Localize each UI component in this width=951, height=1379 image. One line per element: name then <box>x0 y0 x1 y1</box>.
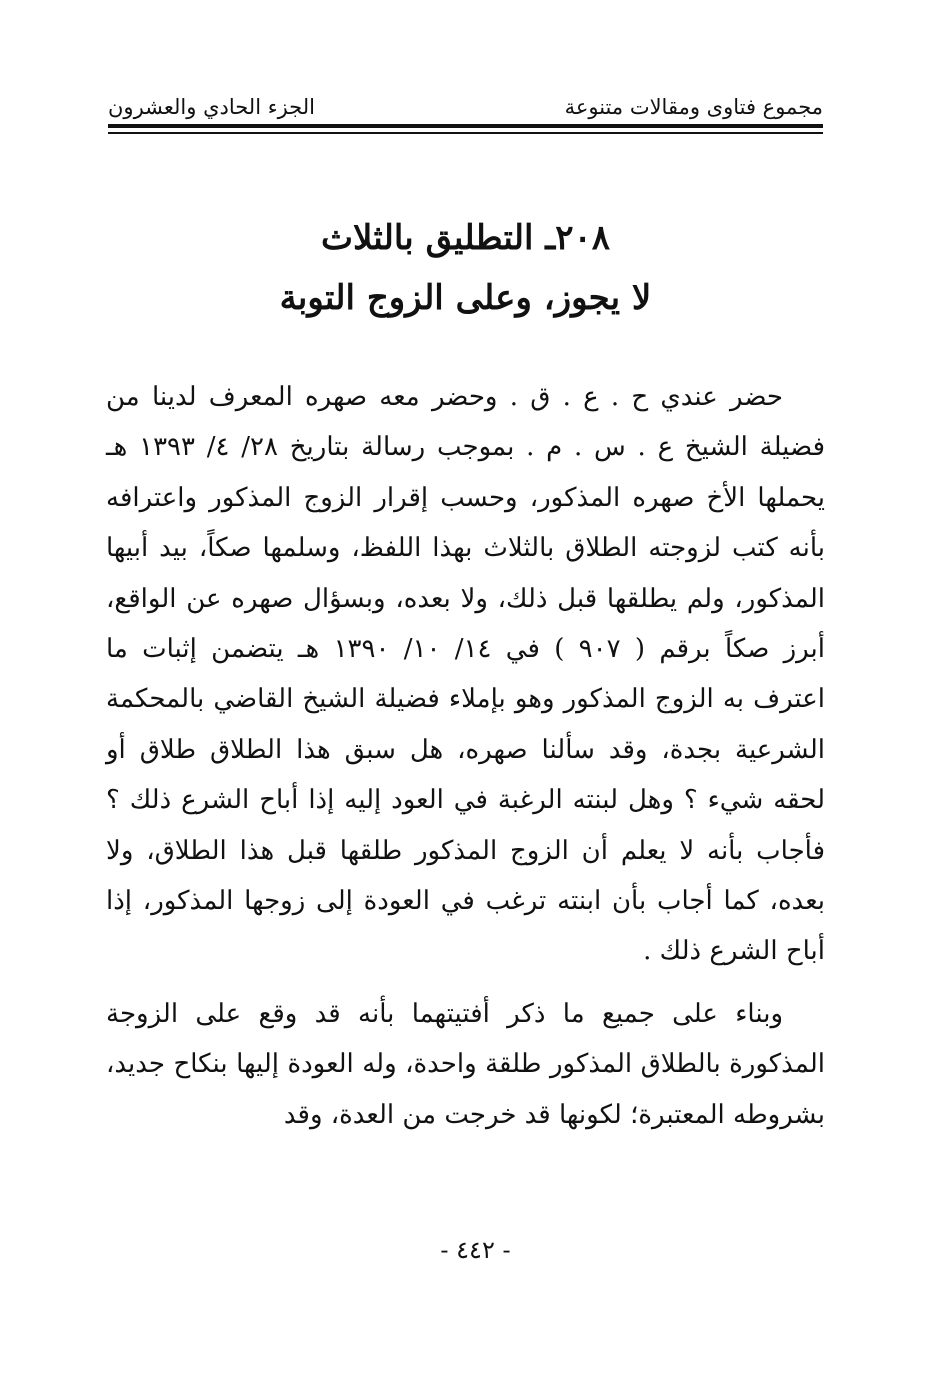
article-title-line-2: لا يجوز، وعلى الزوج التوبة <box>279 278 652 318</box>
article-title <box>108 208 823 328</box>
body-paragraph-2: وبناء على جميع ما ذكر أفتيتهما بأنه قد وقع على الزوجة المذكورة بالطلاق المذكور طلقة واحدة، وله العودة إليها بنكاح جديد، بشروطه المعتبرة؛ لكونها قد خرجت من العدة، وقد <box>106 998 825 1130</box>
article-body <box>106 372 825 1140</box>
header-rule-thin <box>108 132 823 134</box>
running-header <box>108 92 823 122</box>
header-rule-thick <box>108 124 823 128</box>
book-title: مجموع فتاوى ومقالات متنوعة <box>564 95 823 119</box>
article-title-line-1: ٢٠٨ـ التطليق بالثلاث <box>321 218 610 258</box>
page-number: - ٤٤٢ - <box>440 1236 511 1264</box>
body-paragraph-1: حضر عندي ح . ع . ق . وحضر معه صهره المعرف لدينا من فضيلة الشيخ ع . س . م . بموجب رسالة بتاريخ ٢٨/ ٤/ ١٣٩٣ هـ يحملها الأخ صهره المذكور، وحسب إقرار الزوج المذكور واعترافه بأنه كتب لزوجته الطلاق بالثلاث بهذا اللفظ، وسلمها صكاً، بيد أبيها المذكور، ولم يطلقها قبل ذلك، ولا بعده، وبسؤال صهره عن الواقع، أبرز صكاً برقم ( ٩٠٧ ) في ١٤/ ١٠/ ١٣٩٠ هـ يتضمن إثبات ما اعترف به الزوج المذكور وهو بإملاء فضيلة الشيخ القاضي بالمحكمة الشرعية بجدة، وقد سألنا صهره، هل سبق هذا الطلاق طلاق أو لحقه شيء ؟ وهل لبنته الرغبة في العود إليه إذا أباح الشرع ذلك ؟ فأجاب بأنه لا يعلم أن الزوج المذكور طلقها قبل هذا الطلاق، ولا بعده، كما أجاب بأن ابنته ترغب في العودة إلى زوجها المذكور، إذا أباح الشرع ذلك . <box>106 382 826 967</box>
volume-label: الجزء الحادي والعشرون <box>108 95 315 119</box>
